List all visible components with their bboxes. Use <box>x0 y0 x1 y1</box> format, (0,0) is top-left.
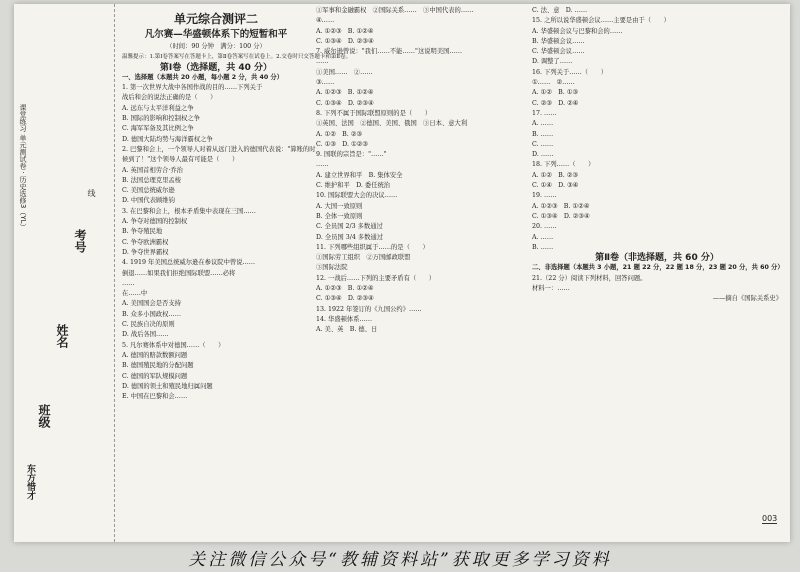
question-line: C. 维护和平 D. 委任统治 <box>316 182 391 190</box>
exam-meta: （时间：90 分钟 满分：100 分） <box>166 43 266 50</box>
question-line: 5. 凡尔赛体系中对德国……（ ） <box>122 341 225 349</box>
question-line: C. 华盛顿会议…… <box>532 48 585 56</box>
question-line: C. 海军军备及其比例之争 <box>122 125 194 133</box>
question-line: …… <box>316 161 329 169</box>
section1-title: 第Ⅰ卷（选择题，共 40 分） <box>159 62 273 73</box>
question-line: 战后和会的说法正确的是（ ） <box>122 94 217 102</box>
question-line: C. 美国总统威尔逊 <box>122 187 175 195</box>
field-name: 姓名 <box>55 324 69 348</box>
question-line: D. 德国的领土和殖民地归属问题 <box>122 382 213 390</box>
question-line: B. …… <box>532 130 554 138</box>
question-line: B. 华盛顿会议…… <box>532 37 585 45</box>
question-line: C. 民族自决的原则 <box>122 321 175 329</box>
question-line: 7. 威尔逊曾说："我们……不能……"这说明美国…… <box>316 48 463 56</box>
question-line: C. 法、意 D. …… <box>532 7 588 14</box>
question-line: A. 大国一致原则 <box>316 202 363 210</box>
question-line: D. 全员国 3/4 多数通过 <box>316 233 384 241</box>
question-line: 19. …… <box>532 192 557 200</box>
question-line: C. 德国的军队规模问题 <box>122 372 188 380</box>
column-1-questions <box>122 83 316 402</box>
question-line: 18. 下列……（ ） <box>532 161 595 169</box>
question-line: D. …… <box>532 151 554 159</box>
question-line: 10. 国际联盟大会的决议…… <box>316 192 398 200</box>
column-2-questions <box>316 6 526 336</box>
question-line: 13. 1922 年签订的《九国公约》…… <box>316 305 422 313</box>
question-line: 14. 华盛顿体系…… <box>316 315 373 323</box>
question-line: D. 中国代表顾维钧 <box>122 197 175 205</box>
question-line: D. 调整了…… <box>532 58 573 66</box>
question-line: A. ①②③ B. ①②④ <box>316 285 374 293</box>
field-class: 班级 <box>37 404 51 428</box>
question-line: A. …… <box>532 233 554 241</box>
exam-page <box>14 4 790 542</box>
question-line: A. 建立世界和平 B. 集体安全 <box>316 171 403 179</box>
question-line: 15. 之所以说华盛顿会议……主要是由于（ ） <box>532 17 670 25</box>
footer-banner: 关注微信公众号“教辅资料站”获取更多学习资料 <box>188 550 612 570</box>
column-3 <box>532 4 782 305</box>
section2-title: 第Ⅱ卷（非选择题，共 60 分） <box>595 253 719 264</box>
question-line: ①国际劳工组织 ②万国邮政联盟 <box>316 254 411 262</box>
question-line: 4. 1919 年美国总统威尔逊在参议院中曾说…… <box>122 259 256 267</box>
page-title: 单元综合测评二 <box>173 12 258 26</box>
question-line: A. 美、英 B. 德、日 <box>316 326 378 334</box>
question-line: A. ①②③ B. ①②④ <box>532 202 590 210</box>
section1-instruction: 一、选择题（本题共 20 小题，每小题 2 分，共 40 分） <box>122 73 283 81</box>
question-line: A. ①②③ B. ①②④ <box>316 89 374 97</box>
question-line: E. 中国在巴黎和会…… <box>122 393 188 401</box>
question-line: 9. 国联的宗旨是："……" <box>316 151 387 159</box>
question-line: C. ①③④ D. ②③④ <box>316 99 374 107</box>
question-line: C. ①③ D. ①②③ <box>316 140 368 148</box>
question-line: 倒退……如果我们拒绝国际联盟……必将 <box>122 269 236 277</box>
question-line: D. 争夺世界霸权 <box>122 248 169 256</box>
question-line: …… <box>122 279 135 287</box>
page-number: 003 <box>762 514 778 523</box>
question-line: B. 众多小国政权…… <box>122 310 182 318</box>
question-line: A. ①②③ B. ①②④ <box>316 27 374 35</box>
question-line: B. 德国殖民地的分配问题 <box>122 362 194 370</box>
column-2 <box>316 4 526 336</box>
question-21: 21.（22 分）阅读下列材料，回答问题。 <box>532 274 647 282</box>
question-line: D. 战后各国…… <box>122 331 169 339</box>
question-line: A. …… <box>532 120 554 128</box>
section2-instruction: 二、非选择题（本题共 3 小题，21 题 22 分，22 题 18 分，23 题 20 分，共 60 分） <box>532 264 784 272</box>
question-line: A. 英国首相劳合·乔治 <box>122 166 183 174</box>
question-line: C. ②③ D. ②④ <box>532 99 579 107</box>
question-line: ①英国、法国 ②德国、美国、俄国 ③日本、意大利 <box>316 120 468 128</box>
question-line: C. ①③④ D. ②③④ <box>316 37 374 45</box>
question-line: C. 争夺欧洲霸权 <box>122 238 169 246</box>
question-line: B. 争夺殖民地 <box>122 228 163 236</box>
notice: 温馨提示：1.第Ⅰ卷答案写在答题卡上，第Ⅱ卷答案写在试卷上。2.交卷时只交答题卡和第Ⅱ卷。 <box>122 54 352 61</box>
question-line: C. ①③④ D. ②③④ <box>316 295 374 303</box>
page-subtitle: 凡尔赛—华盛顿体系下的短暂和平 <box>144 29 288 40</box>
binding-side-label: 课堂练习 单元测试卷 · 历史选修3（YL） <box>19 104 27 231</box>
question-line: 1. 第一次世界大战中各国作战的目的……下列关于 <box>122 84 263 92</box>
question-line: B. …… <box>532 243 554 251</box>
question-line: B. 全体一致原则 <box>316 212 363 220</box>
material-text: 材料一：…… <box>532 285 570 293</box>
question-line: 在……中 <box>122 290 148 298</box>
question-line: ④…… <box>316 17 335 25</box>
question-line: A. 德国的赔款数额问题 <box>122 351 188 359</box>
question-line: D. 德国大陆均势与海洋霸权之争 <box>122 135 213 143</box>
question-line: B. 法国总理克里孟梭 <box>122 176 182 184</box>
question-line: 2. 巴黎和会上，一个领导人对着从远门进入的德国代表说："算账的时 <box>122 145 316 153</box>
question-line: A. ①② B. ①③ <box>532 89 579 97</box>
question-line: A. 华盛顿会议与巴黎和会的…… <box>532 27 623 35</box>
question-line: 8. 下列不属于国际联盟原则的是（ ） <box>316 109 432 117</box>
question-line: C. …… <box>532 140 554 148</box>
question-line: ①军事和金融霸权 ②国际关系…… ③中国代表的…… <box>316 7 474 14</box>
binding-line-label: 线 <box>87 189 96 197</box>
field-exam-number: 考号 <box>73 229 87 253</box>
question-line: 17. …… <box>532 109 557 117</box>
binding-margin <box>14 4 115 542</box>
question-line: 候到了！"这个领导人最有可能是（ ） <box>122 156 239 164</box>
question-line: 16. 下列关于……（ ） <box>532 68 607 76</box>
question-line: A. ①② B. ②③ <box>532 171 579 179</box>
question-line: A. 远东与太平洋利益之争 <box>122 104 194 112</box>
question-line: ①美国…… ②…… <box>316 68 373 76</box>
question-line: A. 美国国会是否支持 <box>122 300 181 308</box>
material-source: ——摘自《国际关系史》 <box>712 295 782 303</box>
question-line: C. ①④ D. ③④ <box>532 182 579 190</box>
question-line: ③…… <box>316 79 335 87</box>
question-line: ①…… ②…… <box>532 79 575 87</box>
question-line: A. ①② B. ②③ <box>316 130 363 138</box>
question-line: 11. 下列哪些组织属于……的是（ ） <box>316 243 429 251</box>
brand-name: 东方惜才 <box>25 464 35 500</box>
column-3-questions <box>532 6 782 253</box>
question-line: 20. …… <box>532 223 557 231</box>
question-line: A. 争夺对德国的控制权 <box>122 218 188 226</box>
question-line: 12. 一战后……下列的主要矛盾有（ ） <box>316 274 436 282</box>
question-line: B. 国际的影响和控制权之争 <box>122 115 200 123</box>
question-line: 3. 在巴黎和会上，根本矛盾集中表现在三国…… <box>122 207 256 215</box>
question-line: ③国际法院 <box>316 264 348 272</box>
question-line: …… <box>316 58 329 66</box>
question-line: C. ①③④ D. ②③④ <box>532 212 590 220</box>
question-line: C. 全员国 2/3 多数通过 <box>316 223 383 231</box>
